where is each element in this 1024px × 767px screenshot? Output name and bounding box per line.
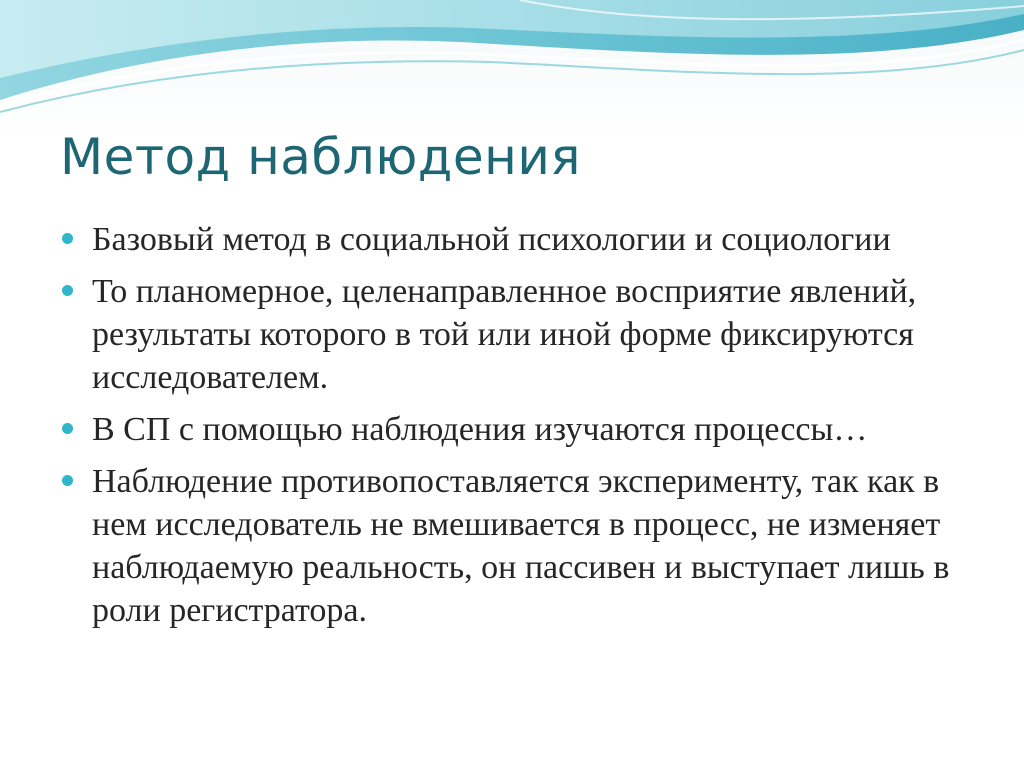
bullet-text: Наблюдение противопоставляется эксперименту, так как в нем исследователь не вмешивается в процесс, не изменяет наблюдаемую реальность, он пассивен и выступает лишь в роли регистратора. xyxy=(92,463,950,629)
bullet-dot-icon xyxy=(62,285,73,296)
bullet-item xyxy=(62,270,992,399)
bullet-dot-icon xyxy=(62,233,73,244)
slide-title: Метод наблюдения xyxy=(60,128,581,186)
bullet-item xyxy=(62,218,992,261)
bullet-text: Базовый метод в социальной психологии и социологии xyxy=(92,221,891,258)
bullet-item xyxy=(62,460,992,632)
bullet-dot-icon xyxy=(62,423,73,434)
bullet-list xyxy=(62,218,992,641)
header-wave-decoration xyxy=(0,0,1024,140)
bullet-text: В СП с помощью наблюдения изучаются процессы… xyxy=(92,411,868,448)
bullet-dot-icon xyxy=(62,475,73,486)
bullet-item xyxy=(62,408,992,451)
bullet-text: То планомерное, целенаправленное восприятие явлений, результаты которого в той или иной форме фиксируются исследователем. xyxy=(92,273,917,396)
